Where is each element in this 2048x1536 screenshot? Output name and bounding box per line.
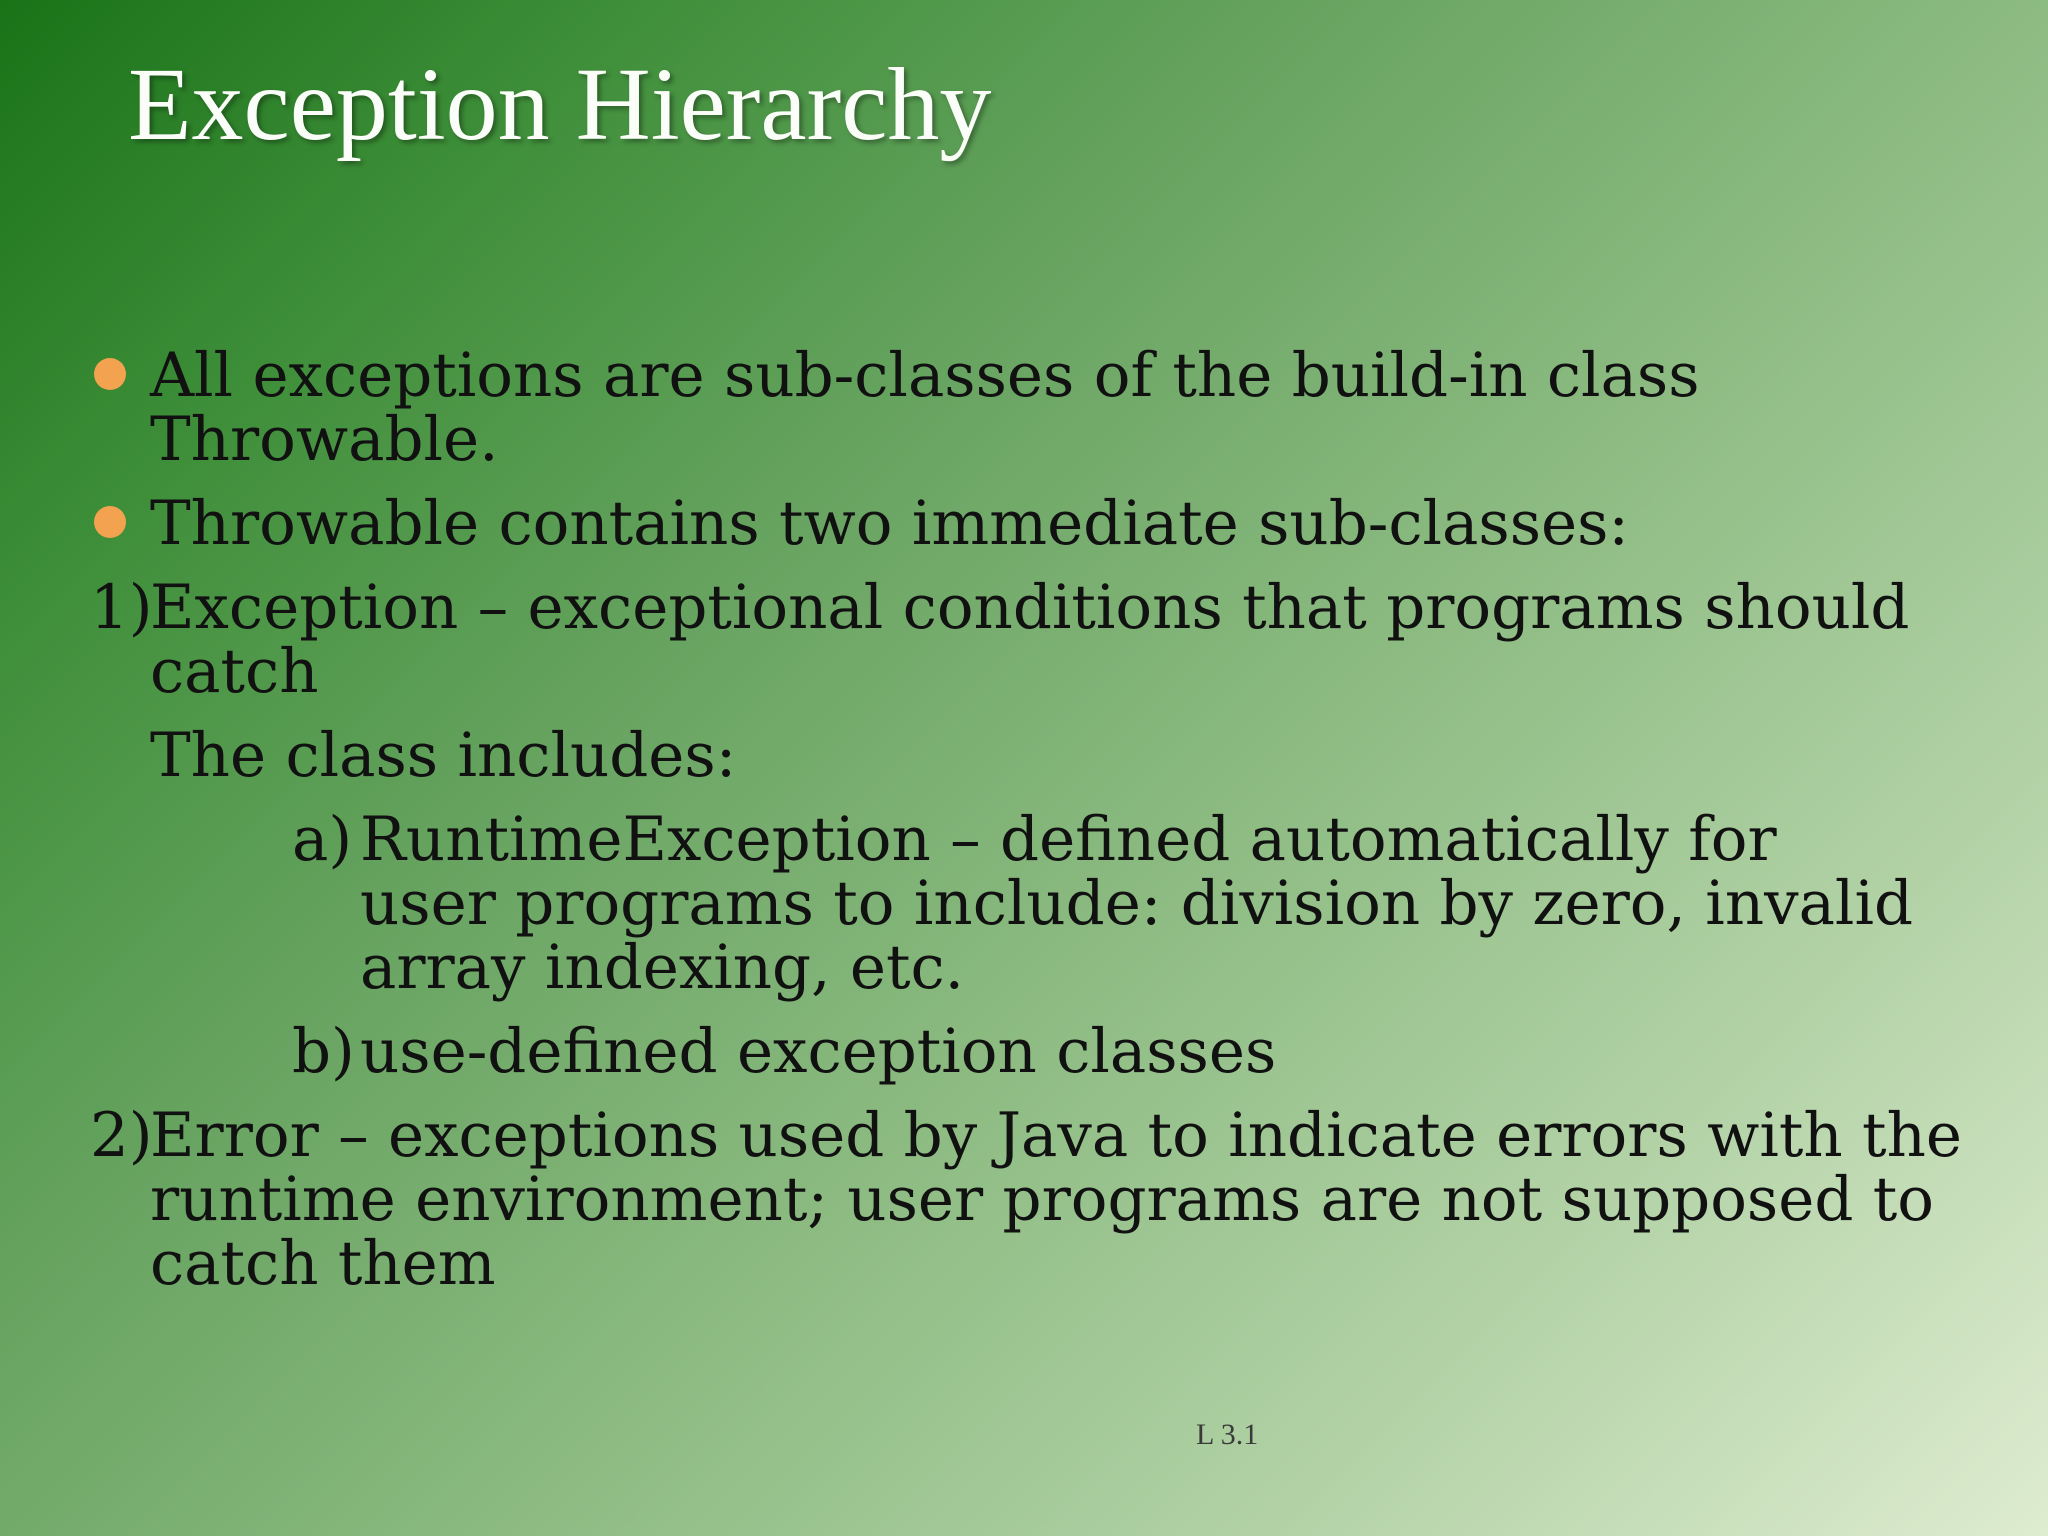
sub-item-text-line: array indexing, etc. [360, 932, 965, 1003]
item-text-line: Error – exceptions used by Java to indicate errors with the [150, 1100, 1962, 1171]
sub-item-letter-label: b) [292, 1016, 355, 1087]
bullet-text-line: Throwable contains two immediate sub-classes: [150, 488, 1629, 559]
item-text-line: runtime environment; user programs are not supposed to [150, 1164, 1935, 1235]
sub-item-text-line: user programs to include: division by zero, invalid [360, 868, 1913, 939]
sub-item-user-defined [90, 1016, 1970, 1087]
slide-title: Exception Hierarchy [128, 47, 992, 162]
numbered-item-error [90, 1100, 1970, 1299]
bullet-text-line: All exceptions are sub-classes of the build-in class [150, 340, 1700, 411]
slide-footer-label: L 3.1 [1196, 1418, 1259, 1451]
sub-item-runtime-exception [90, 804, 1970, 1003]
bullet-item [90, 340, 1970, 475]
slide-body [90, 340, 1970, 1299]
numbered-item-exception [90, 572, 1970, 707]
class-includes-text: The class includes: [150, 720, 737, 791]
item-number-label: 2) [90, 1100, 153, 1171]
bullet-dot-icon [94, 506, 126, 538]
bullet-text-line: Throwable. [150, 404, 499, 475]
item-text-line: catch them [150, 1228, 496, 1299]
item-number-label: 1) [90, 572, 153, 643]
sub-item-text-line: use-defined exception classes [360, 1016, 1277, 1087]
sub-item-text-line: RuntimeException – defined automatically for [360, 804, 1777, 875]
sub-item-letter-label: a) [292, 804, 353, 875]
bullet-dot-icon [94, 358, 126, 390]
item-text-line: catch [150, 636, 319, 707]
item-text-line: Exception – exceptional conditions that programs should [150, 572, 1910, 643]
bullet-item [90, 488, 1970, 559]
